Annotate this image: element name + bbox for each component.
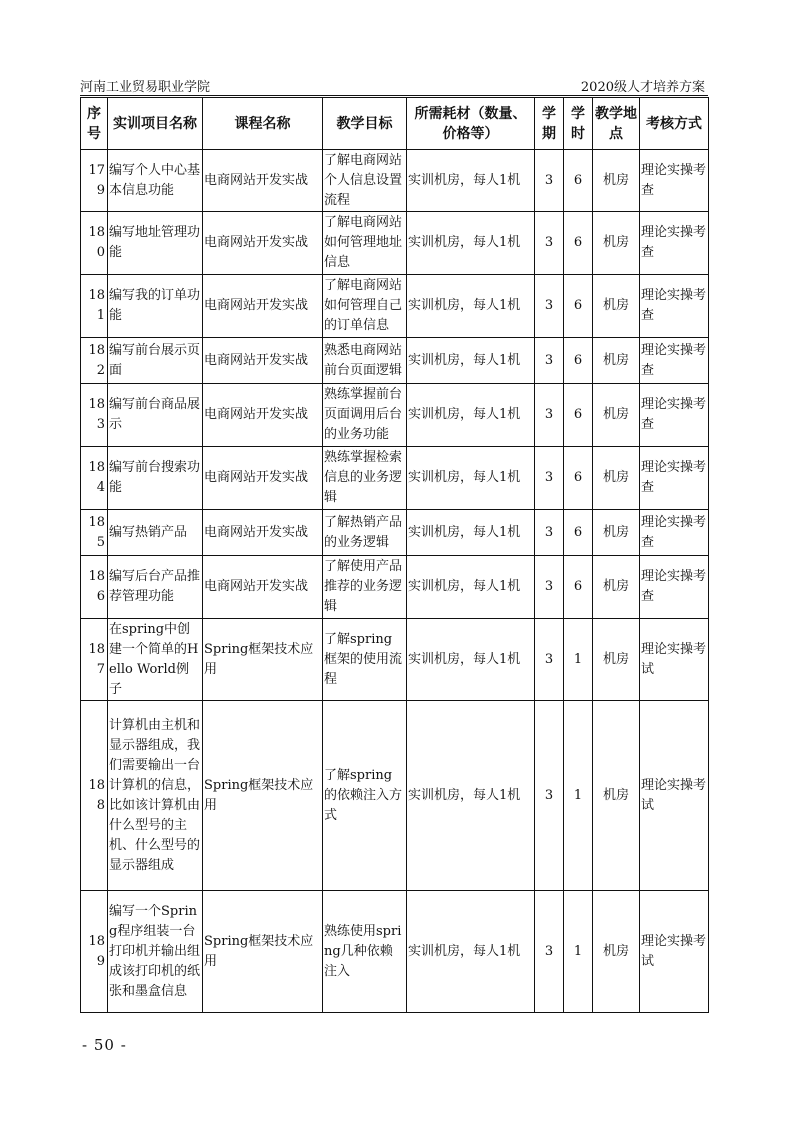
cell-no: 182 — [81, 338, 108, 384]
cell-goal: 了解使用产品推荐的业务逻辑 — [323, 556, 407, 619]
cell-hours: 6 — [564, 510, 593, 556]
table-row — [81, 384, 709, 447]
cell-course: Spring框架技术应用 — [203, 701, 323, 891]
cell-materials: 实训机房，每人1机 — [407, 619, 535, 701]
cell-term: 3 — [535, 556, 564, 619]
cell-place: 机房 — [593, 338, 640, 384]
cell-place: 机房 — [593, 556, 640, 619]
cell-goal: 了解spring框架的使用流程 — [323, 619, 407, 701]
column-header: 所需耗材（数量、价格等） — [407, 98, 535, 150]
cell-term: 3 — [535, 212, 564, 275]
cell-project: 编写前台搜索功能 — [108, 447, 203, 510]
table-row — [81, 447, 709, 510]
table-row — [81, 510, 709, 556]
cell-assess: 理论实操考试 — [640, 701, 709, 891]
cell-hours: 6 — [564, 338, 593, 384]
cell-course: 电商网站开发实战 — [203, 510, 323, 556]
cell-materials: 实训机房，每人1机 — [407, 447, 535, 510]
cell-materials: 实训机房，每人1机 — [407, 384, 535, 447]
cell-materials: 实训机房，每人1机 — [407, 891, 535, 1013]
cell-course: 电商网站开发实战 — [203, 447, 323, 510]
cell-no: 179 — [81, 150, 108, 212]
table-row — [81, 619, 709, 701]
header-plan-title: 2020级人才培养方案 — [580, 80, 705, 95]
cell-goal: 了解热销产品的业务逻辑 — [323, 510, 407, 556]
cell-materials: 实训机房，每人1机 — [407, 701, 535, 891]
cell-goal: 了解电商网站如何管理地址信息 — [323, 212, 407, 275]
cell-assess: 理论实操考查 — [640, 275, 709, 338]
cell-term: 3 — [535, 891, 564, 1013]
table-header-row — [81, 98, 709, 150]
cell-no: 189 — [81, 891, 108, 1013]
cell-hours: 1 — [564, 891, 593, 1013]
cell-project: 在spring中创建一个简单的Hello World例子 — [108, 619, 203, 701]
cell-no: 180 — [81, 212, 108, 275]
cell-term: 3 — [535, 384, 564, 447]
table-row — [81, 275, 709, 338]
table-row — [81, 556, 709, 619]
cell-materials: 实训机房，每人1机 — [407, 275, 535, 338]
table-row — [81, 701, 709, 891]
cell-no: 186 — [81, 556, 108, 619]
cell-goal: 了解电商网站如何管理自己的订单信息 — [323, 275, 407, 338]
cell-assess: 理论实操考查 — [640, 447, 709, 510]
cell-materials: 实训机房，每人1机 — [407, 150, 535, 212]
training-projects-table — [80, 97, 709, 1013]
cell-course: 电商网站开发实战 — [203, 338, 323, 384]
table-row — [81, 212, 709, 275]
cell-course: Spring框架技术应用 — [203, 619, 323, 701]
cell-materials: 实训机房，每人1机 — [407, 556, 535, 619]
cell-course: 电商网站开发实战 — [203, 150, 323, 212]
cell-place: 机房 — [593, 510, 640, 556]
column-header: 教学目标 — [323, 98, 407, 150]
cell-materials: 实训机房，每人1机 — [407, 510, 535, 556]
cell-assess: 理论实操考查 — [640, 556, 709, 619]
cell-assess: 理论实操考查 — [640, 510, 709, 556]
header-divider — [80, 95, 708, 96]
cell-course: 电商网站开发实战 — [203, 556, 323, 619]
cell-goal: 熟练使用spring几种依赖注入 — [323, 891, 407, 1013]
cell-goal: 了解电商网站个人信息设置流程 — [323, 150, 407, 212]
cell-course: 电商网站开发实战 — [203, 384, 323, 447]
header-institution: 河南工业贸易职业学院 — [80, 80, 211, 95]
table-row — [81, 338, 709, 384]
column-header: 学时 — [564, 98, 593, 150]
cell-no: 188 — [81, 701, 108, 891]
cell-project: 编写个人中心基本信息功能 — [108, 150, 203, 212]
cell-place: 机房 — [593, 891, 640, 1013]
cell-place: 机房 — [593, 619, 640, 701]
cell-goal: 熟悉电商网站前台页面逻辑 — [323, 338, 407, 384]
cell-term: 3 — [535, 275, 564, 338]
cell-project: 计算机由主机和显示器组成，我们需要输出一台计算机的信息，比如该计算机由什么型号的主机、什么型号的显示器组成 — [108, 701, 203, 891]
cell-place: 机房 — [593, 701, 640, 891]
cell-project: 编写后台产品推荐管理功能 — [108, 556, 203, 619]
cell-term: 3 — [535, 510, 564, 556]
cell-materials: 实训机房，每人1机 — [407, 338, 535, 384]
cell-term: 3 — [535, 150, 564, 212]
column-header: 学期 — [535, 98, 564, 150]
cell-hours: 6 — [564, 447, 593, 510]
cell-goal: 熟练掌握检索信息的业务逻辑 — [323, 447, 407, 510]
cell-assess: 理论实操考查 — [640, 338, 709, 384]
cell-project: 编写我的订单功能 — [108, 275, 203, 338]
cell-hours: 6 — [564, 150, 593, 212]
cell-term: 3 — [535, 701, 564, 891]
cell-project: 编写一个Spring程序组装一台打印机并输出组成该打印机的纸张和墨盒信息 — [108, 891, 203, 1013]
column-header: 教学地点 — [593, 98, 640, 150]
cell-term: 3 — [535, 619, 564, 701]
cell-assess: 理论实操考查 — [640, 150, 709, 212]
cell-place: 机房 — [593, 212, 640, 275]
cell-assess: 理论实操考试 — [640, 619, 709, 701]
cell-no: 187 — [81, 619, 108, 701]
cell-course: 电商网站开发实战 — [203, 212, 323, 275]
cell-no: 185 — [81, 510, 108, 556]
cell-no: 184 — [81, 447, 108, 510]
cell-project: 编写前台展示页面 — [108, 338, 203, 384]
cell-hours: 6 — [564, 556, 593, 619]
cell-assess: 理论实操考试 — [640, 891, 709, 1013]
cell-project: 编写地址管理功能 — [108, 212, 203, 275]
cell-hours: 1 — [564, 619, 593, 701]
cell-materials: 实训机房，每人1机 — [407, 212, 535, 275]
cell-course: 电商网站开发实战 — [203, 275, 323, 338]
cell-goal: 熟练掌握前台页面调用后台的业务功能 — [323, 384, 407, 447]
cell-place: 机房 — [593, 447, 640, 510]
cell-assess: 理论实操考查 — [640, 212, 709, 275]
cell-no: 183 — [81, 384, 108, 447]
column-header: 考核方式 — [640, 98, 709, 150]
table-row — [81, 891, 709, 1013]
column-header: 序号 — [81, 98, 108, 150]
cell-place: 机房 — [593, 150, 640, 212]
cell-project: 编写前台商品展示 — [108, 384, 203, 447]
cell-hours: 6 — [564, 212, 593, 275]
page-number: - 50 - — [82, 1036, 127, 1054]
cell-place: 机房 — [593, 275, 640, 338]
cell-course: Spring框架技术应用 — [203, 891, 323, 1013]
cell-goal: 了解spring的依赖注入方式 — [323, 701, 407, 891]
cell-place: 机房 — [593, 384, 640, 447]
column-header: 实训项目名称 — [108, 98, 203, 150]
cell-project: 编写热销产品 — [108, 510, 203, 556]
cell-assess: 理论实操考查 — [640, 384, 709, 447]
cell-no: 181 — [81, 275, 108, 338]
table-row — [81, 150, 709, 212]
cell-hours: 1 — [564, 701, 593, 891]
column-header: 课程名称 — [203, 98, 323, 150]
cell-hours: 6 — [564, 384, 593, 447]
cell-term: 3 — [535, 338, 564, 384]
cell-hours: 6 — [564, 275, 593, 338]
cell-term: 3 — [535, 447, 564, 510]
